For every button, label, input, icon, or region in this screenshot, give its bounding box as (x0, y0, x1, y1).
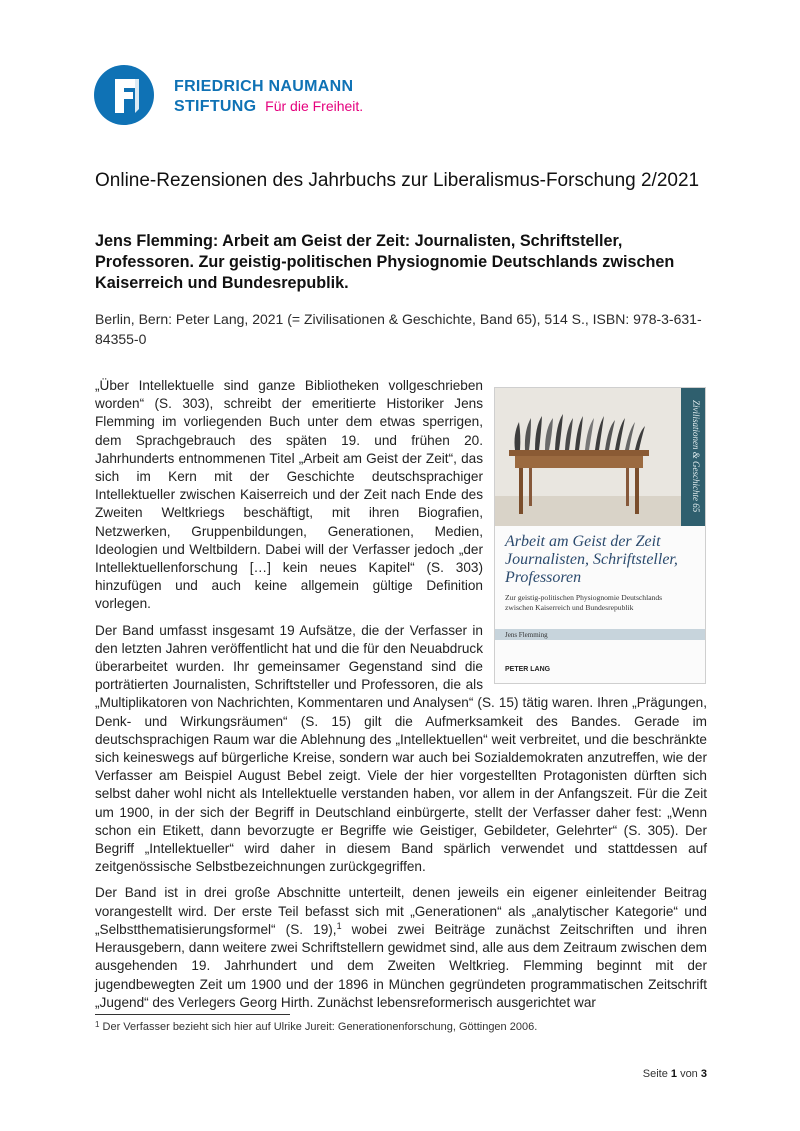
footnote-text: Der Verfasser bezieht sich hier auf Ulrike Jureit: Generationenforschung, Göttingen 2006. (102, 1021, 538, 1033)
paragraph-3 (95, 884, 707, 1011)
page-current: 1 (670, 1068, 677, 1080)
cover-float-space (483, 377, 707, 677)
review-title: Jens Flemming: Arbeit am Geist der Zeit: Journalisten, Schriftsteller, Professoren. Zur geistig-politischen Physiognomie Deutschlands zwischen Kaiserreich und Bundesrepublik. (95, 232, 675, 292)
cover-title-line-2: Journalisten, Schriftsteller, (505, 551, 678, 568)
page-sep: von (680, 1068, 698, 1080)
footnote-number: 1 (95, 1020, 100, 1029)
org-name-line1: FRIEDRICH NAUMANN (174, 78, 354, 95)
org-name-line2 (174, 98, 363, 116)
org-name-stiftung: STIFTUNG (174, 98, 257, 115)
document-title: Online-Rezensionen des Jahrbuchs zur Liberalismus-Forschung 2/2021 (95, 170, 700, 191)
cover-subtitle-line-2: zwischen Kaiserreich und Bundesrepublik (505, 603, 634, 612)
cover-title-line-1: Arbeit am Geist der Zeit (505, 533, 661, 550)
page-number (600, 1068, 707, 1080)
fnf-logo-icon (94, 65, 154, 125)
fnf-logo[interactable] (94, 65, 394, 127)
page-label: Seite (642, 1068, 668, 1080)
paragraph-2: Der Band umfasst insgesamt 19 Aufsätze, die der Verfasser in den letzten Jahren veröffentlicht hat und die für den Neuabdruck überarbeitet wurden. Ihr gemeinsamer Gegenstand sind die porträtierten Journalisten, Schriftsteller und Professoren, die als „Multiplikatoren von Nachrichten, Kommentaren und Analysen“ (S. 15) tätig waren. Ihren „Prägungen, Denk- und Wirkungsräumen“ (S. 15) gilt die Aufmerksamkeit des Bandes. Gerade im deutschsprachigen Raum war die Ablehnung des „Intellektuellen“ weit verbreitet, und die beschränkte sich keineswegs auf bürgerliche Kreise, sondern war auch bei Sozialdemokraten anzutreffen, wie der Verfasser am Beispiel August Bebel zeigt. Viele der hier vorgestellten Protagonisten dürften sich selbst daher wohl nicht als Intellektuelle verstanden haben, vor allem in der Anfangszeit. Für die Zeit um 1900, in der sich der Begriff in Deutschland einbürgerte, stellt der Verfasser daher fest: „Wenn schon ein Etikett, dann bevorzugte er Begriffe wie Geistiger, Gebildeter, Gelehrter“ (S. 305). Der Begriff „Intellektueller“ wird daher in diesem Band spärlich verwendet und stattdessen auf zeitgenössische Selbstbezeichnungen zurückgegriffen. (95, 622, 707, 875)
bibliographic-info: Berlin, Bern: Peter Lang, 2021 (= Zivilisationen & Geschichte, Band 65), 514 S., ISBN: 978-3-631-84355-0 (95, 311, 702, 347)
review-body (95, 377, 707, 1020)
page-total: 3 (700, 1068, 707, 1080)
cover-author: Jens Flemming (505, 631, 548, 639)
paragraph-3-part-1: Der Band ist in drei große Abschnitte unterteilt, denen jeweils ein eigener einleitender Beitrag vorangestellt wird. Der erste Teil befasst sich mit „Generationen“ als „analytischer Kategorie“ und „Selbstthematisierungsformel“ (S. 19), (95, 885, 707, 937)
cover-series: Zivilisationen & Geschichte 65 (691, 400, 701, 513)
org-tagline: Für die Freiheit. (265, 98, 364, 114)
paragraph-3-part-2: wobei zwei Beiträge zunächst Zeitschriften und ihren Herausgebern, dann weitere zwei Schriftstellern gewidmet sind, alle aus dem Zeitraum zwischen dem ausgehenden 19. Jahrhundert und dem Zweiten Weltkrieg. Flemming beginnt mit der jugendbewegten Zeit um 1900 und der 1896 in München gegründeten programmatischen Zeitschrift „Jugend“ des Verlegers Georg Hirth. Zunächst lebensreformerisch ausgerichtet war (95, 921, 707, 1010)
cover-title-line-3: Professoren (505, 569, 582, 586)
footnote-divider (95, 1014, 290, 1015)
cover-subtitle-line-1: Zur geistig-politischen Physiognomie Deutschlands (505, 593, 663, 602)
footnote (95, 1021, 537, 1033)
paragraph-1: „Über Intellektuelle sind ganze Bibliotheken vollgeschrieben worden“ (S. 303), schreibt der emeritierte Historiker Jens Flemming im vorliegenden Buch unter dem etwas sperrigen, dem Sprachgebrauch des späten 19. und frühen 20. Jahrhunderts entnommenen Titel „Arbeit am Geist der Zeit“, das sich im Kern mit der Geschichte deutschsprachiger Intellektueller zwischen Kaiserreich und der Zeit nach Ende des Zweiten Weltkriegs beschäftigt, mit ihren Biografien, Netzwerken, Gruppenbildungen, Generationen, Medien, Ideologien und Weltbildern. Dabei will der Verfasser jedoch „der Intellektuellenforschung […] kein neues Kapitel“ (S. 303) hinzufügen und auch keine allgemein gültige Definition vorlegen. (95, 378, 483, 612)
cover-publisher: PETER LANG (505, 666, 551, 673)
footnote-reference[interactable]: 1 (336, 920, 342, 931)
